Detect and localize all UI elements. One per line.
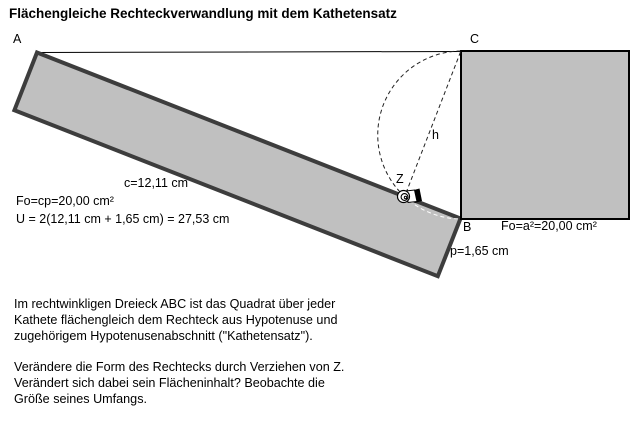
- thales-arc-upper: [378, 51, 461, 196]
- cathetus-square: [461, 51, 629, 219]
- page-title: Flächengleiche Rechteckverwandlung mit dem Kathetensatz: [9, 6, 397, 21]
- text-line: zugehörigem Hypotenusenabschnitt ("Kathetensatz").: [14, 329, 313, 343]
- instructions-paragraph-2: [14, 359, 344, 407]
- text-line: Verändert sich dabei sein Flächeninhalt? Beobachte die: [14, 376, 325, 390]
- text-line: Im rechtwinkligen Dreieck ABC ist das Quadrat über jeder: [14, 297, 336, 311]
- vertex-label-b: B: [463, 220, 472, 234]
- drag-handle-z[interactable]: [398, 189, 423, 204]
- text-line: Verändere die Form des Rechtecks durch Verziehen von Z.: [14, 360, 345, 374]
- text-line: Kathete flächengleich dem Rechteck aus Hypotenuse und: [14, 313, 338, 327]
- hypotenuse-length-label: c=12,11 cm: [124, 176, 189, 190]
- text-line: Größe seines Umfangs.: [14, 392, 147, 406]
- rectangle-perimeter-label: U = 2(12,11 cm + 1,65 cm) = 27,53 cm: [16, 212, 230, 226]
- side-b-line: [37, 52, 461, 53]
- vertex-label-a: A: [13, 32, 22, 46]
- altitude-line-h: [406, 52, 461, 193]
- rectangle-area-label: Fo=cp=20,00 cm²: [16, 194, 114, 208]
- segment-p-label: p=1,65 cm: [450, 244, 509, 258]
- altitude-label: h: [432, 128, 439, 142]
- square-area-label: Fo=a²=20,00 cm²: [501, 219, 597, 233]
- instructions-paragraph-1: [14, 296, 344, 344]
- vertex-label-c: C: [470, 32, 480, 46]
- instructions-text: [14, 296, 344, 407]
- vertex-label-z: Z: [396, 172, 404, 186]
